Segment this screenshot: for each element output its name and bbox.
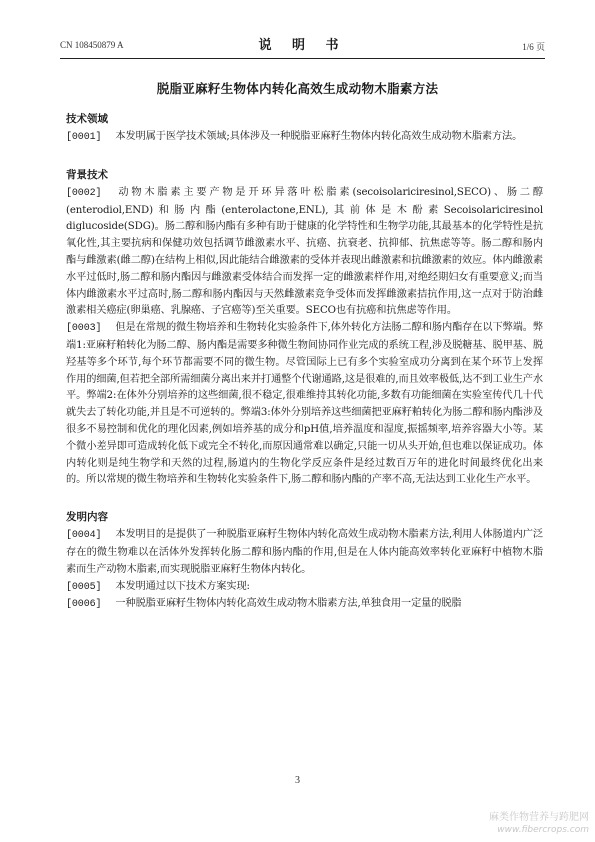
paragraph-text: 但是在常规的微生物培养和生物转化实验条件下,体外转化方法肠二醇和肠内酯存在以下弊端。弊端1:亚麻籽粕转化为肠二醇、肠内酯是需要多种微生物间协同作业完成的系统工程,涉及脱糖基、脱甲基、脱羟基等多个环节,每个环节都需要不同的微生物。尽管国际上已有多个实验室成功分离到在某个环节上发挥作用的细菌,但若把全部所需细菌分离出来并打通整个代谢通路,这是很难的,而且效率极低,达不到工业生产水平。弊端2:在体外分别培养的这些细菌,很不稳定,很难维持其转化功能,多数有功能细菌在实验室传代几十代就失去了转化功能,并且是不可逆转的。弊端3:体外分别培养这些细菌把亚麻籽粕转化为肠二醇和肠内酯涉及很多不易控制和优化的理化因素,例如培养基的成分和pH值,培养温度和湿度,振摇频率,培养容器大小等。某个微小差异即可造成转化低下或完全不转化,而原因通常难以确定,只能一切从头开始,但也难以保证成功。体内转化则是纯生物学和天然的过程,肠道内的生物化学反应条件是经过数百万年的进化时间最终优化出来的。所以常规的微生物培养和生物转化实验条件下,肠二醇和肠内酯的产率不高,无法达到工业化生产水平。	[66, 322, 543, 486]
section-heading-summary: 发明内容	[66, 511, 108, 524]
paragraph-number: [0003]	[66, 323, 102, 335]
document-title: 脱脂亚麻籽生物体内转化高效生成动物木脂素方法	[156, 81, 439, 96]
paragraph-0004	[66, 527, 543, 578]
page-header	[60, 30, 545, 59]
paragraph-text: 本发明通过以下技术方案实现:	[115, 580, 250, 592]
paragraph-0005	[66, 579, 543, 597]
document-type: 说 明 书	[258, 38, 347, 53]
publication-number: CN 108450879 A	[60, 40, 124, 50]
paragraph-text: 本发明目的是提供了一种脱脂亚麻籽生物体内转化高效生成动物木脂素方法,利用人体肠道内广泛存在的微生物难以在活体外发挥转化肠二醇和肠内酯的作用,但是在人体内能高效率转化亚麻籽中植物木脂素而生产动物木脂素,而实现脱脂亚麻籽生物体内转化。	[66, 529, 543, 575]
paragraph-0001	[66, 129, 543, 147]
paragraph-0003	[66, 320, 543, 489]
section-heading-background: 背景技术	[66, 168, 108, 181]
paragraph-number: [0004]	[66, 530, 102, 542]
paragraph-text: 一种脱脂亚麻籽生物体内转化高效生成动物木脂素方法,单独食用一定量的脱脂	[115, 598, 462, 610]
paragraph-text: 本发明属于医学技术领域;具体涉及一种脱脂亚麻籽生物体内转化高效生成动物木脂素方法。	[115, 131, 523, 142]
section-heading-tech-field: 技术领域	[66, 113, 108, 125]
watermark-site-name: 麻类作物营养与跨肥网	[489, 812, 589, 823]
paragraph-0002	[66, 185, 543, 320]
paragraph-text: 动物木脂素主要产物是开环异落叶松脂素(secoisolariciresinol,SECO)、肠二醇(enterodiol,END)和肠内酯(enterolactone,ENL),其前体是木酚素Secoisolariciresinol diglucoside(SDG)。肠二醇和肠内酯有多种有助于健康的化学特性和生物学功能,其最基本的化学特性是抗氧化性,其主要抗病和保健功效包括调节雌激素水平、抗癌、抗衰老、抗抑郁、抗焦虑等等。肠二醇和肠内酯与雌激素(雌二醇)在结构上相似,因此能结合雌激素的受体并表现出雌激素和抗雌激素的效应。体内雌激素水平过低时,肠二醇和肠内酯因与雌激素受体结合而发挥一定的雌激素样作用,对绝经期妇女有重要意义;而当体内雌激素水平过高时,肠二醇和肠内酯因与天然雌激素竞争受体而发挥雌激素拮抗作用,这一点对于防治雌激素相关癌症(卵巢癌、乳腺癌、子宫癌等)至关重要。SECO也有抗癌和抗焦虑等作用。	[66, 186, 543, 317]
paragraph-number: [0001]	[66, 132, 102, 143]
document-body	[66, 107, 543, 614]
paragraph-0006	[66, 596, 543, 614]
paragraph-number: [0006]	[66, 599, 102, 611]
page-number: 3	[295, 775, 300, 786]
watermark	[489, 812, 589, 836]
paragraph-number: [0005]	[66, 581, 102, 593]
watermark-url: www.fibercrops.com	[497, 825, 589, 835]
paragraph-number: [0002]	[66, 187, 102, 199]
page-counter: 1/6 页	[522, 42, 545, 52]
